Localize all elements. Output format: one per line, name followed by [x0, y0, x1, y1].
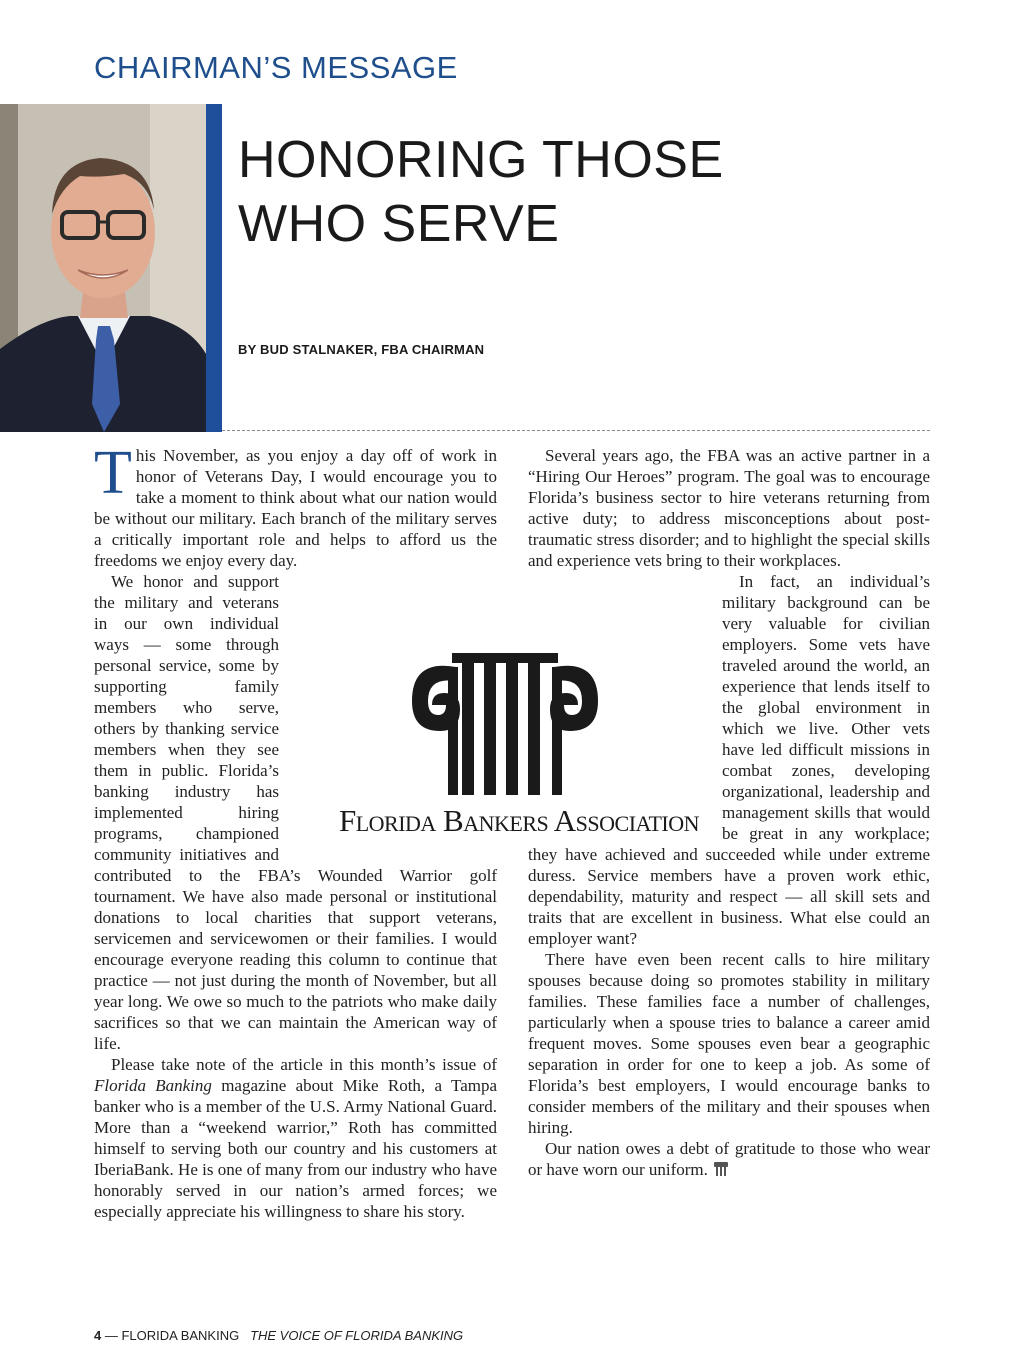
- logo-wordmark: Florida Bankers Association: [338, 803, 700, 838]
- photo-accent-bar: [206, 104, 222, 432]
- magazine-title: Florida Banking: [94, 1076, 212, 1095]
- drop-cap: T: [94, 439, 132, 507]
- paragraph-text: In fact, an individual’s military background can be very valuable for civilian employers. Some vets have traveled around the world, an experience that lends itself to the global environment in which we live. Other vets have led difficult missions in combat zones, developing organizational, leadership and management skills that would be great in any workplace; they have achieved and succeeded while under extreme duress. Service members have a proven work ethic, dependability, maturity and respect — all skill sets and traits that are excellent in business. What else could an employer want?: [528, 572, 930, 948]
- paragraph-text: We honor and support the military and veterans in our own individual ways — some through personal service, some by supporting family members who serve, others by thanking service members when they see them in public. Florida’s banking industry has implemented hiring programs, championed community initiatives and contributed to the FBA’s Wounded Warrior golf tournament. We have also made personal or institutional donations to local charities that support veterans, servicemen and servicewomen or their families. I would encourage everyone reading this column to continue that practice — not just during the month of November, but all year long. We owe so much to the patriots who make daily sacrifices so that we can maintain the American way of life.: [94, 572, 497, 1053]
- portrait-illustration: [0, 104, 206, 432]
- headline-line-2: WHO SERVE: [238, 195, 560, 253]
- paragraph: [94, 439, 497, 571]
- column-capital-icon: [300, 645, 710, 805]
- paragraph-text: his November, as you enjoy a day off of work in honor of Veterans Day, I would encourage you to take a moment to think about what our nation would be without our military. Each branch of the military serves a critically important role and helps to afford us the freedoms we enjoy every day.: [94, 446, 497, 570]
- headline-line-1: HONORING THOSE: [238, 131, 724, 189]
- section-title: CHAIRMAN’S MESSAGE: [94, 50, 458, 85]
- paragraph-text: Our nation owes a debt of gratitude to those who wear or have worn our uniform.: [528, 1139, 930, 1179]
- florida-bankers-association-logo: [300, 645, 710, 865]
- paragraph-text: Please take note of the article in this month’s issue of: [111, 1055, 497, 1074]
- paragraph: [528, 949, 930, 1138]
- article-headline: [238, 128, 938, 256]
- paragraph-text: magazine about Mike Roth, a Tampa banker who is a member of the U.S. Army National Guard. More than a “weekend warrior,” Roth has committed himself to serving both our country and his customers at IberiaBank. He is one of many from our industry who have honorably served in our nation’s armed forces; we especially appreciate his willingness to share his story.: [94, 1076, 498, 1221]
- page-footer: [94, 1328, 463, 1343]
- dashed-divider: [222, 430, 930, 431]
- footer-publication: — FLORIDA BANKING: [101, 1328, 243, 1343]
- footer-tagline: THE VOICE OF FLORIDA BANKING: [250, 1328, 464, 1343]
- paragraph-text: There have even been recent calls to hire military spouses because doing so promotes stability in military families. These families face a number of challenges, particularly when a spouse tries to balance a career amid frequent moves. Some spouses even bear a geographic separation in order for one to keep a job. As some of Florida’s best employers, I would encourage banks to consider members of the military and their spouses when hiring.: [528, 950, 930, 1137]
- paragraph: [94, 1054, 497, 1222]
- paragraph: [528, 1138, 930, 1180]
- author-portrait-photo: [0, 104, 206, 432]
- end-mark-icon: [714, 1162, 728, 1176]
- paragraph-text: Several years ago, the FBA was an active partner in a “Hiring Our Heroes” program. The goal was to encourage Florida’s business sector to hire veterans returning from active duty; to address misconceptions about post-traumatic stress disorder; and to highlight the special skills and experience vets bring to their workplaces.: [528, 446, 930, 570]
- paragraph: [528, 445, 930, 571]
- article-byline: BY BUD STALNAKER, FBA CHAIRMAN: [238, 342, 485, 357]
- page-number: 4: [94, 1328, 102, 1343]
